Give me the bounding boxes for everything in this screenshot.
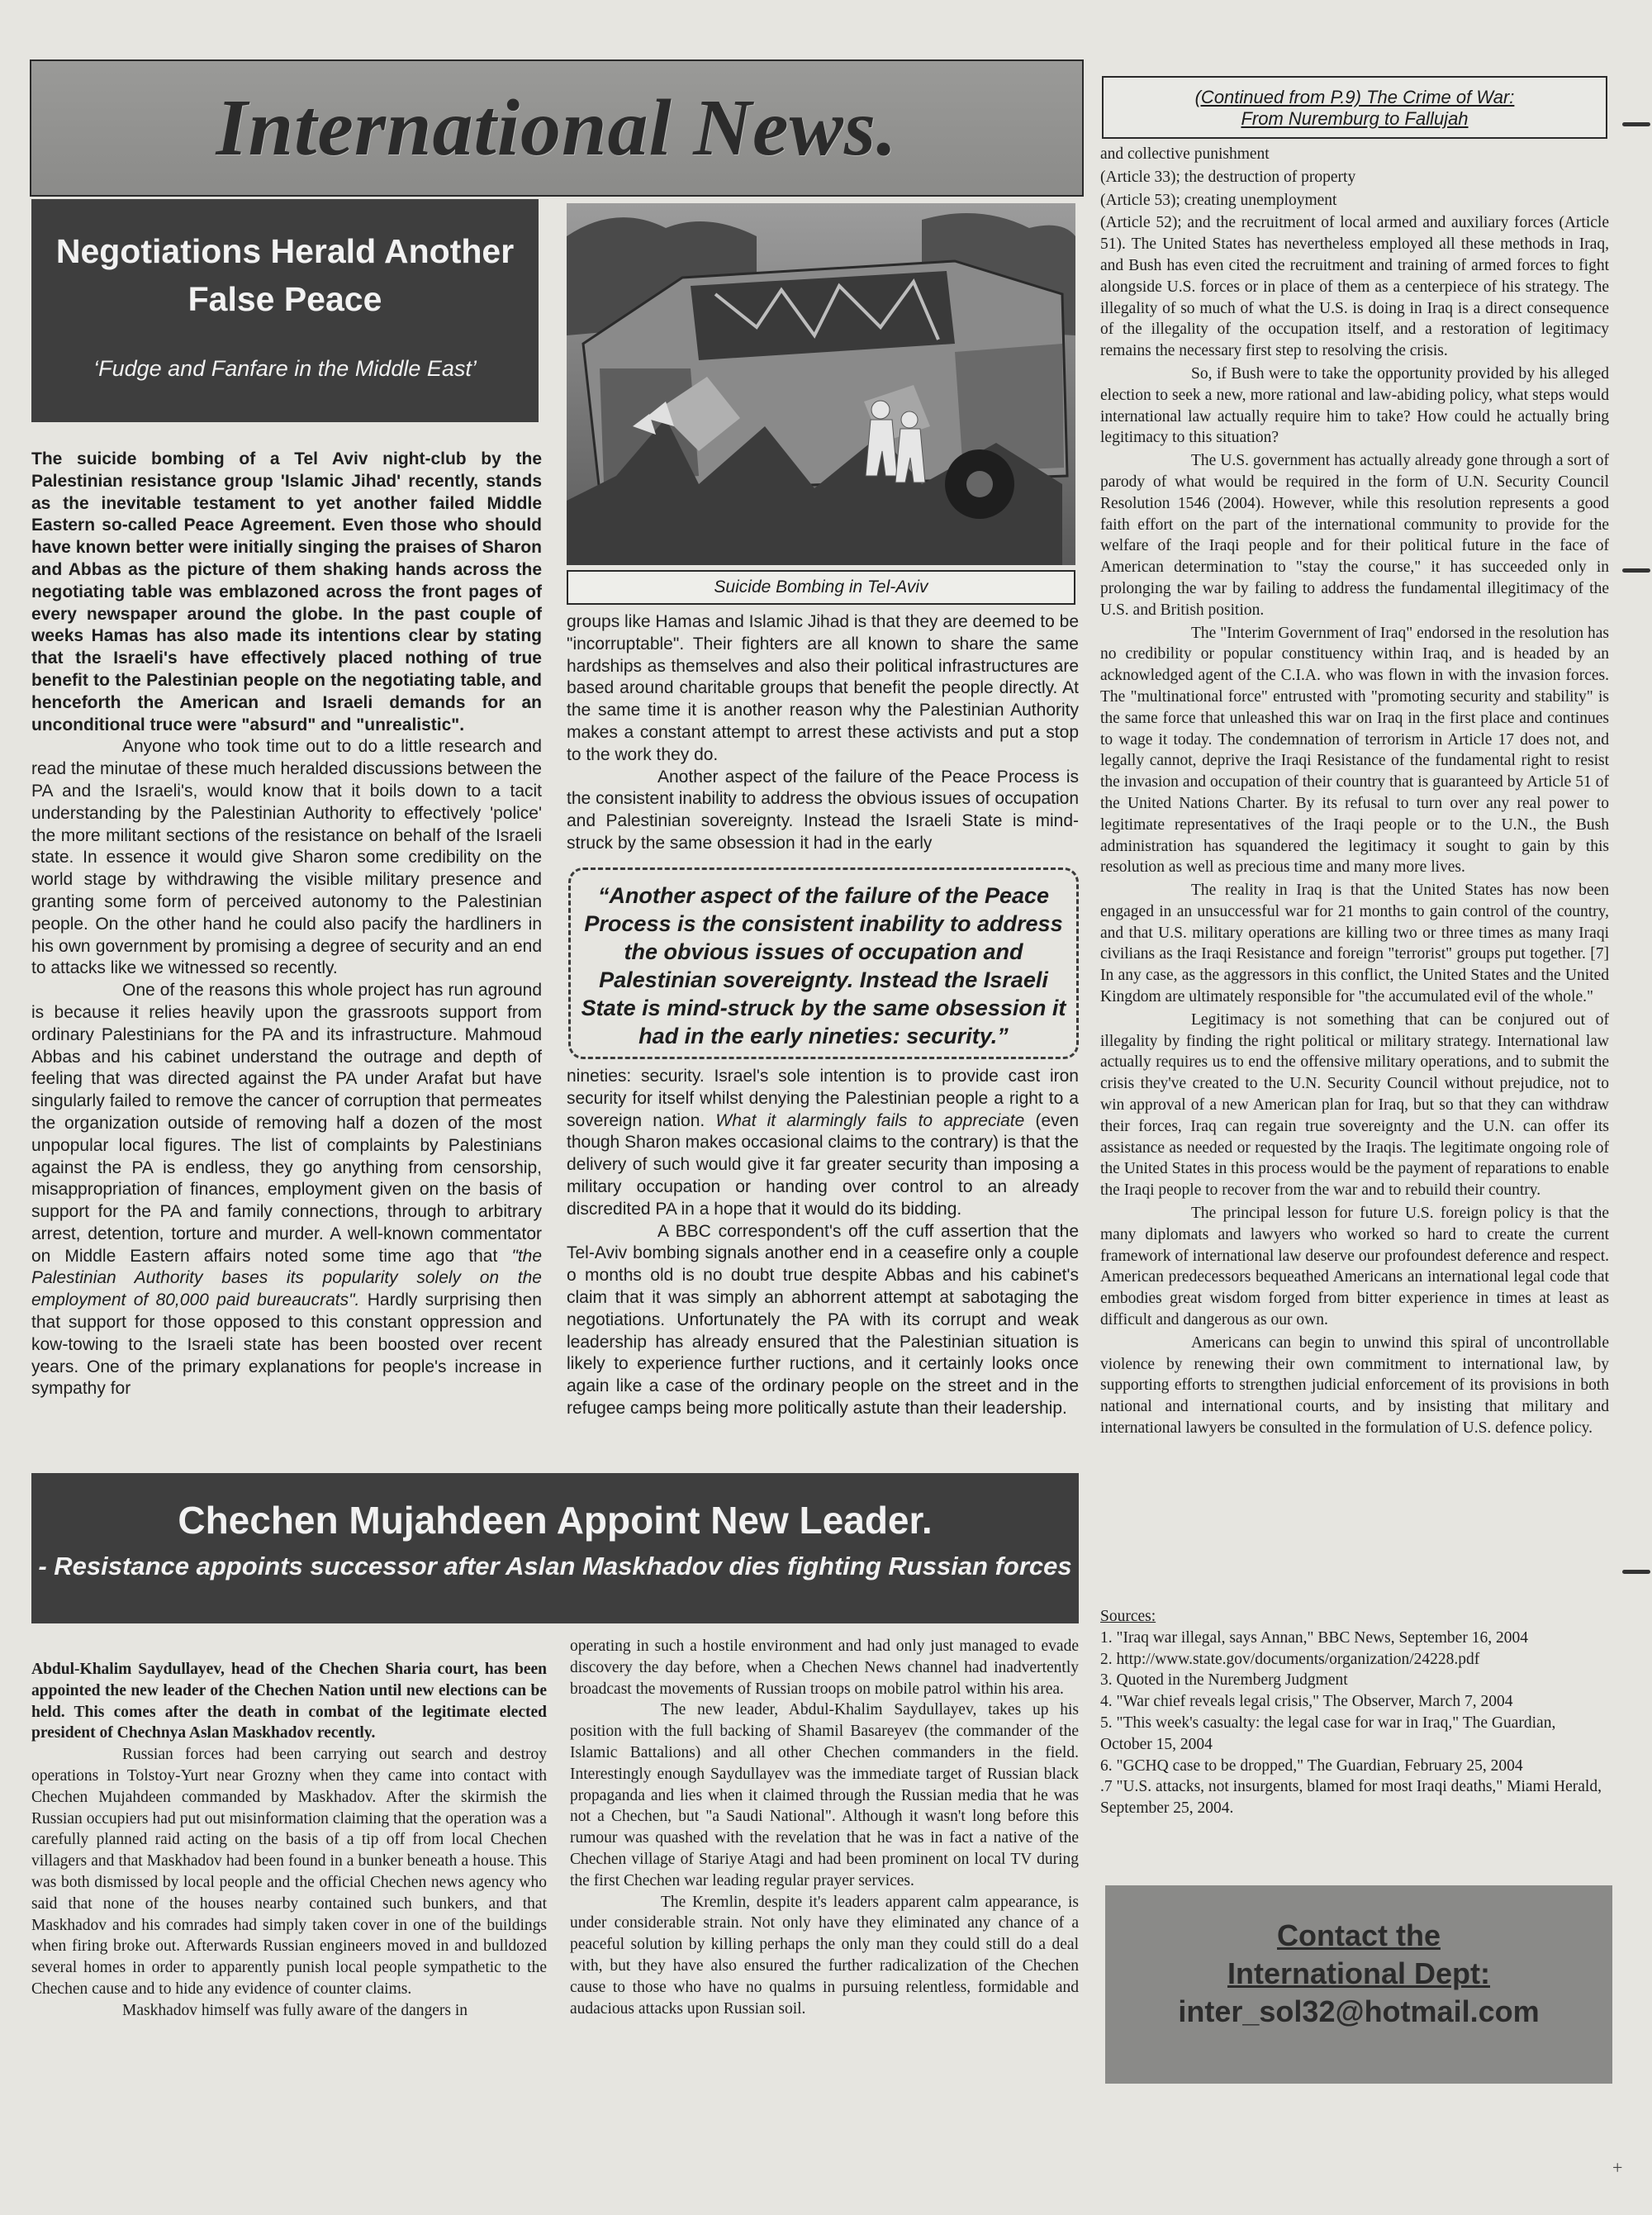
article1-paragraph: groups like Hamas and Islamic Jihad is that they are deemed to be "incorruptable". Their fighters are all known to share the same hardships as themselves and also their political infrastructures are based around charitable groups that benefit the people directly. At the same time it is another reason why the Palestinian Authority makes a constant attempt to arrest these activists and put a stop to the work they do.: [567, 612, 1079, 764]
continued-line: (Article 52); and the recruitment of local armed and auxiliary forces (Article 51). The United States has nevertheless employed all these methods in Iraq, and Bush has even cited the recruitment and training of armed forces to fight alongside U.S. forces or in place of them as a centerpiece of his strategy. The illegality of so much of what the U.S. is doing in Iraq is a direct consequence of the illegality of the occupation itself, and a restoration of legitimacy remains the necessary first step to resolving the crisis.: [1100, 214, 1609, 360]
bombed-bus-illustration: [567, 203, 1075, 565]
article1-quoted-commentary: "the Palestinian Authority bases its popularity solely on the employment of 80,000 paid bureaucrats".: [31, 1246, 543, 1310]
article2-paragraph: The new leader, Abdul-Khalim Saydullayev, takes up his position with the full backing of Shamil Basareyev (the commander of the Islamic Battalions) and all other Chechen commanders in the field. Interestingly enough Saydullayev was the immediate target of Russian black propaganda and lies when it claimed through the Russian media that he was not a Chechen, but "a Saudi National". Although it wasn't long before this rumour was quashed with the revelation that he was in fact a native of the Chechen village of Stariye Atagi and had been prominent on local TV during the first Chechen war leading regular prayer services.: [570, 1701, 1079, 1889]
source-item: 2. http://www.state.gov/documents/organization/24228.pdf: [1100, 1650, 1480, 1668]
continued-paragraph: The U.S. government has actually already gone through a sort of parody of what would be required in the form of U.N. Security Council Resolution 1546 (2004). However, while this resolution represents a good faith effort on the part of the international community to provide for the welfare of the Iraqi people and for their political future in the face of American determination to "stay the course," it has succeeded only in prolonging the war by failing to address the fundamental illegitimacy of the U.S. and British position.: [1100, 452, 1609, 619]
article1-subheadline: ‘Fudge and Fanfare in the Middle East’: [93, 356, 477, 381]
article1-paragraph-text: nineties: security. Israel's sole intention is to provide cast iron security for itself whilst denying the Palestinian people a right to a sovereign nation.: [567, 1067, 1079, 1130]
contact-department: International Dept:: [1227, 1956, 1490, 1990]
article1-paragraph: [567, 1066, 1079, 1221]
contact-heading: Contact the: [1277, 1918, 1441, 1952]
article1-paragraph-text: Hardly surprising then that support for those opposed to this constant oppression and kow-towing to the Israeli state has been boosted over recent years. One of the primary explanations for people's increase in sympathy for: [31, 1290, 542, 1399]
masthead: [30, 59, 1084, 197]
sources-list: [1100, 1606, 1609, 1819]
edge-mark: [1622, 122, 1650, 126]
continued-line: and collective punishment: [1100, 145, 1270, 163]
edge-mark: [1622, 1570, 1650, 1574]
source-item: 1. "Iraq war illegal, says Annan," BBC News, September 16, 2004: [1100, 1628, 1528, 1647]
article2-column1: [31, 1659, 547, 2022]
article1-column2-bottom: [567, 1066, 1079, 1420]
article1-headline-box: [31, 199, 539, 422]
continued-paragraph: The principal lesson for future U.S. foreign policy is that the many diplomats and lawyers who worked so hard to create the current framework of international law deserve our profoundest deference and respect. American predecessors bequeathed Americans an international legal code that embodies great wisdom forged from bitter experience in times at least as difficult and dangerous as our own.: [1100, 1205, 1609, 1329]
article2-headline-box: [31, 1473, 1079, 1623]
article1-paragraph: [31, 980, 542, 1400]
article1-paragraph-text: (even though Sharon makes occasional claims to the contrary) is that the delivery of such would give it far greater security than imposing a military occupation or handing over control to an already discredited PA in a hope that it would do its bidding.: [567, 1110, 1079, 1219]
article2-lead-paragraph: Abdul-Khalim Saydullayev, head of the Chechen Sharia court, has been appointed the new leader of the Chechen Nation until new elections can be held. This comes after the death in combat of the legitimate elected president of Chechnya Aslan Maskhadov recently.: [31, 1661, 547, 1742]
source-item: 4. "War chief reveals legal crisis," The Observer, March 7, 2004: [1100, 1693, 1513, 1711]
article1-paragraph: Anyone who took time out to do a little research and read the minutae of these much heralded discussions between the PA and the Israeli's, would know that it boils down to a tacit understanding by the Palestinian Authority to effectively 'police' the more militant sections of the resistance on behalf of the Israeli state. In essence it would give Sharon some credibility on the world stage by withdrawing the visible military presence and granting some form of perceived autonomy to the Palestinian people. On the other hand he could also pacify the hardliners in his own government by promising a degree of security and an end to attacks like we witnessed so recently.: [31, 737, 542, 978]
continued-line: (Article 33); the destruction of property: [1100, 168, 1356, 186]
article1-column2-top: [567, 611, 1079, 855]
article1-paragraph-text: One of the reasons this whole project has run aground is because it relies heavily upon the grassroots support from ordinary Palestinians for the PA and its infrastructure. Mahmoud Abbas and his cabinet understand the outrage and depth of feeling that was directed against the PA under Arafat but have singularly failed to remove the cancer of corruption that permeates the organization outside of removing half a dozen of the most unpopular local figures. The list of complaints by Palestinians against the PA is endless, they go anything from censorship, misappropriation of finances, employment given on the basis of support for the PA and family connections, through to arbitrary arrest, detention, torture and murder. A well-known commentator on Middle Eastern affairs noted some time ago that: [31, 981, 542, 1266]
contact-email[interactable]: inter_sol32@hotmail.com: [1178, 1994, 1540, 2028]
article2-subheadline: - Resistance appoints successor after Aslan Maskhadov dies fighting Russian forces: [38, 1552, 1072, 1580]
article2-paragraph: Maskhadov himself was fully aware of the dangers in: [122, 2001, 468, 2019]
contact-box: [1105, 1885, 1612, 2084]
article1-column1: [31, 449, 542, 1400]
article1-emphasis: What it alarmingly fails to appreciate: [715, 1110, 1025, 1130]
continued-article-header: [1102, 76, 1607, 139]
article2-paragraph: operating in such a hostile environment and had only just managed to evade discovery the day before, when a Chechen News channel had inadvertently broadcast the movements of Russian troops on mobile patrol within his area.: [570, 1637, 1079, 1698]
continued-paragraph: Americans can begin to unwind this spiral of uncontrollable violence by renewing their own commitment to international law, by supporting efforts to strengthen judicial enforcement of its provisions in both national and international courts, and by insisting that military and international lawyers be consulted in the formulation of U.S. defence policy.: [1100, 1333, 1609, 1438]
masthead-title: International News.: [216, 83, 898, 173]
article1-paragraph: A BBC correspondent's off the cuff assertion that the Tel-Aviv bombing signals another end in a ceasefire only a couple o months old is no doubt true despite Abbas and his cabinet's claim that it was simply an abhorrent attempt at sabotaging the negotiations. Unfortunately the PA with its corrupt and weak leadership has already ensured that the Palestinian situation is likely to experience further ructions, and it certainly looks once again like a case of the ordinary people on the street and in the refugee camps being more politically astute than their leadership.: [567, 1221, 1079, 1418]
article1-paragraph: Another aspect of the failure of the Peace Process is the consistent inability to address the obvious issues of occupation and Palestinian sovereignty. Instead the Israeli State is mind-struck by the same obsession it had in the early: [567, 767, 1079, 853]
photo-caption: Suicide Bombing in Tel-Aviv: [567, 570, 1075, 605]
source-item: 5. "This week's casualty: the legal case for war in Iraq," The Guardian, October 15, 2004: [1100, 1714, 1556, 1753]
source-item: 6. "GCHQ case to be dropped," The Guardian, February 25, 2004: [1100, 1756, 1523, 1775]
article2-paragraph: Russian forces had been carrying out search and destroy operations in Tolstoy-Yurt near Grozny when they came into contact with Chechen Mujahdeen commanded by Maskhadov. After the skirmish the Russian occupiers had put out misinformation claiming that the operation was a carefully planned raid acting on the basis of a tip off from local Chechen villagers and that Maskhadov had been found in a bunker beneath a house. This was both dismissed by local people and the official Chechen news agency who said that none of the houses nearby contained such bunkers, and that Maskhadov and his comrades had simply taken cover in one of the buildings when firing broke out. Afterwards Russian engineers moved in and bulldozed several homes in order to apparently punish local people sympathetic to the Chechen cause and to hide any evidence of counter claims.: [31, 1746, 547, 1998]
pull-quote: “Another aspect of the failure of the Peace Process is the consistent inability to address the obvious issues of occupation and Palestinian sovereignty. Instead the Israeli State is mind-struck by the same obsession it had in the early nineties: security.”: [568, 867, 1079, 1059]
sources-heading: Sources:: [1100, 1608, 1156, 1625]
article2-paragraph: The Kremlin, despite it's leaders apparent calm appearance, is under considerable strain. Not only have they eliminated any chance of a peaceful solution by killing perhaps the only man they could still do a deal with, but they have also ensured the further radicalization of the Chechen cause to those who have no qualms in pursuing relentless, formidable and audacious attacks upon Russian soil.: [570, 1893, 1079, 2018]
source-item: 3. Quoted in the Nuremberg Judgment: [1100, 1671, 1348, 1690]
bombed-bus-photo: [567, 203, 1075, 565]
article1-lead-paragraph: The suicide bombing of a Tel Aviv night-club by the Palestinian resistance group 'Islamic Jihad' recently, stands as the inevitable testament to yet another failed Middle Eastern so-called Peace Agreement. Even those who should have known better were initially singing the praises of Sharon and Abbas as the picture of them shaking hands across the negotiating table was emblazoned across the front pages of every newspaper around the globe. In the past couple of weeks Hamas has also made its intentions clear by stating that the Israeli's have effectively placed nothing of true benefit to the Palestinian people on the negotiating table, and henceforth the American and Israeli demands for an unconditional truce were "absurd" and "unrealistic".: [31, 449, 542, 734]
source-item: .7 "U.S. attacks, not insurgents, blamed for most Iraqi deaths," Miami Herald, September 25, 2004.: [1100, 1778, 1602, 1818]
corner-mark: +: [1612, 2157, 1623, 2178]
continued-paragraph: Legitimacy is not something that can be conjured out of illegality by finding the right political or military strategy. International law actually requires us to end the offensive military operations, and to submit the crisis they've created to the U.N. Security Council without prejudice, not to win approval of a new American plan for Iraq, but so that they can withdraw their forces, Iraq can regain true sovereignty and the U.N. can offer its assistance as needed or requested by the Iraqis. The legitimate ongoing role of the United States in this process would be the payment of reparations to enable the Iraqi people to recover from the war and to rebuild their country.: [1100, 1010, 1609, 1200]
continued-article-title: (Continued from P.9) The Crime of War:: [1194, 87, 1515, 107]
article1-headline: Negotiations Herald Another False Peace: [55, 232, 515, 318]
continued-paragraph: So, if Bush were to take the opportunity provided by his alleged election to seek a new, more rational and law-abiding policy, what steps would international law actually require him to take? How could he actually bring legitimacy to this situation?: [1100, 364, 1609, 447]
continued-paragraph: The reality in Iraq is that the United States has now been engaged in an unsuccessful war for 21 months to gain control of the country, and that U.S. military operations are killing two or three times as many Iraqi civilians as the Iraqi Resistance and foreign "terrorist" groups put together. [7] In any case, as the aggressors in this conflict, the United States and the United Kingdom are ultimately responsible for "the accumulated evil of the whole.": [1100, 882, 1609, 1006]
continued-line: (Article 53); creating unemployment: [1100, 191, 1337, 209]
continued-article-body: [1100, 144, 1609, 1441]
article2-headline: Chechen Mujahdeen Appoint New Leader.: [178, 1499, 933, 1542]
edge-mark: [1622, 568, 1650, 573]
article2-column2: [570, 1636, 1079, 2019]
continued-article-subtitle: From Nuremburg to Fallujah: [1241, 108, 1469, 129]
continued-paragraph: The "Interim Government of Iraq" endorsed in the resolution has no credibility or popular constituency within Iraq, and is headed by an acknowledged agent of the C.I.A. who was flown in with the invasion forces. The "multinational force" entrusted with "promoting security and stability" is the same force that unleashed this war on Iraq in the first place and continues to wage it today. The condemnation of terrorism in Article 17 does not, and legally cannot, deprive the Iraqi Resistance of the fundamental right to resist the invasion and occupation of their country that is guaranteed by Article 51 of the United Nations Charter. By its refusal to turn over any real power to legitimate representatives of the Iraqi people or to the U.N., the Bush administration has squandered the legitimacy it sought to gain by this resolution as well as precious time and many more lives.: [1100, 624, 1609, 877]
